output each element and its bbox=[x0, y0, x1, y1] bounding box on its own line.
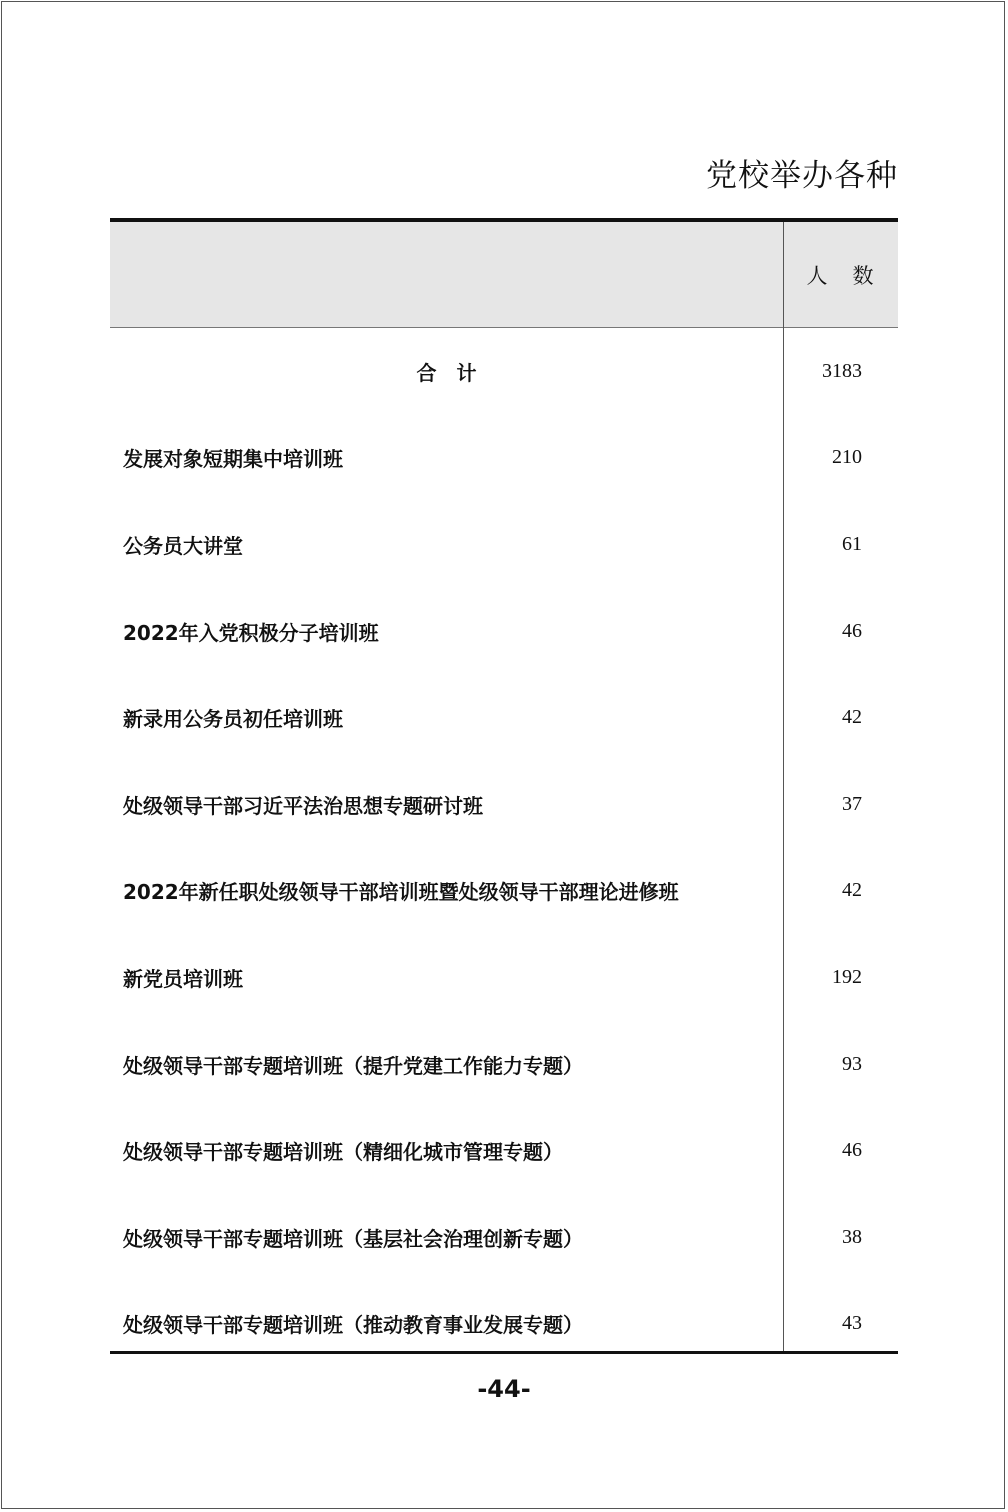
row-name: 合 计 bbox=[416, 360, 477, 385]
row-name: 新录用公务员初任培训班 bbox=[123, 707, 343, 732]
row-name: 公务员大讲堂 bbox=[123, 533, 243, 558]
row-name: 新党员培训班 bbox=[123, 966, 243, 991]
table-row bbox=[110, 588, 898, 675]
table-row bbox=[110, 674, 898, 761]
table-row bbox=[110, 1107, 898, 1194]
row-count: 37 bbox=[842, 792, 862, 815]
header-people-count: 人 数 bbox=[806, 264, 876, 288]
table-row bbox=[110, 761, 898, 848]
row-count: 3183 bbox=[822, 359, 862, 382]
row-name: 2022年新任职处级领导干部培训班暨处级领导干部理论进修班 bbox=[123, 880, 679, 905]
table-row bbox=[110, 934, 898, 1021]
table-body bbox=[110, 328, 898, 1367]
row-name: 处级领导干部专题培训班（精细化城市管理专题） bbox=[123, 1140, 563, 1165]
row-count: 38 bbox=[842, 1225, 862, 1248]
row-count: 210 bbox=[832, 446, 862, 469]
row-name: 处级领导干部习近平法治思想专题研讨班 bbox=[123, 793, 483, 818]
row-count: 46 bbox=[842, 1139, 862, 1162]
table-row bbox=[110, 1281, 898, 1368]
table-row bbox=[110, 501, 898, 588]
row-name: 发展对象短期集中培训班 bbox=[123, 447, 343, 472]
table-row bbox=[110, 848, 898, 935]
page-title: 党校举办各种 bbox=[706, 158, 898, 194]
row-count: 43 bbox=[842, 1312, 862, 1335]
row-count: 61 bbox=[842, 532, 862, 555]
training-table bbox=[110, 218, 898, 1354]
page-number: -44- bbox=[477, 1375, 531, 1403]
row-count: 93 bbox=[842, 1052, 862, 1075]
table-row bbox=[110, 1021, 898, 1108]
row-count: 42 bbox=[842, 706, 862, 729]
row-count: 192 bbox=[832, 965, 862, 988]
table-bottom-rule bbox=[110, 1351, 898, 1354]
table-row bbox=[110, 415, 898, 502]
row-count: 46 bbox=[842, 619, 862, 642]
row-name: 2022年入党积极分子培训班 bbox=[123, 620, 379, 645]
row-name: 处级领导干部专题培训班（基层社会治理创新专题） bbox=[123, 1226, 583, 1251]
table-header bbox=[110, 222, 898, 328]
row-name: 处级领导干部专题培训班（推动教育事业发展专题） bbox=[123, 1313, 583, 1338]
row-name: 处级领导干部专题培训班（提升党建工作能力专题） bbox=[123, 1053, 583, 1078]
table-row bbox=[110, 1194, 898, 1281]
row-count: 42 bbox=[842, 879, 862, 902]
table-row-total bbox=[110, 328, 898, 415]
